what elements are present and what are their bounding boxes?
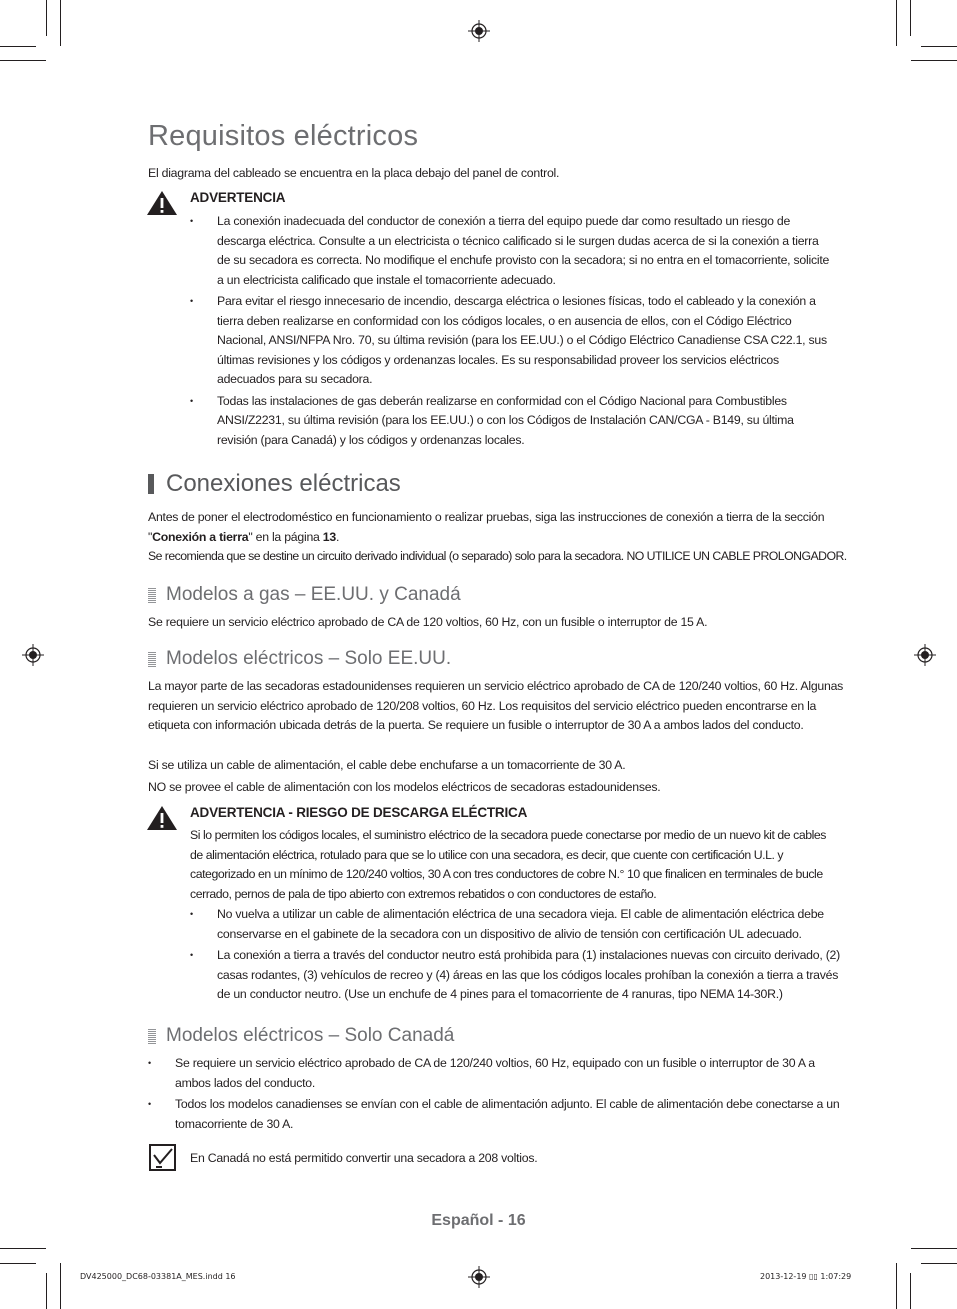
note-pencil-icon [148, 1143, 178, 1173]
subsection-heading-text: Modelos eléctricos – Solo EE.UU. [166, 648, 452, 669]
list-item: • Para evitar el riesgo innecesario de incendio, descarga eléctrica o lesiones físicas, todo el cableado y la conexión a tierra deben realizarse en conformidad con los códigos locales, o en ausencia de ellos, con el Código Eléctrico Nacional, ANSI/NFPA Nro. 70, su última revisión (para los EE.UU.) o el Código Eléctrico Canadiense CSA C22.1, sus últimas revisiones y los códigos y ordenanzas locales. Es su responsabilidad proveer los servicios eléctricos adecuados para su secadora. [190, 292, 830, 390]
warning-triangle-icon [146, 190, 178, 216]
heading-bar [148, 588, 156, 603]
text-span: Antes de poner el electrodoméstico en funcionamiento o realizar pruebas, siga las instrucciones de conexión a tierra de la sección " [148, 510, 825, 544]
us-paragraph: NO se provee el cable de alimentación con los modelos eléctricos de secadoras estadounidenses. [148, 780, 661, 794]
crop-mark [896, 1263, 897, 1309]
section-heading-text: Conexiones eléctricas [166, 470, 401, 497]
heading-bar [148, 652, 156, 667]
warning-title: ADVERTENCIA - RIESGO DE DESCARGA ELÉCTRICA [190, 805, 528, 820]
page-number: Español - 16 [431, 1212, 526, 1229]
list-item: • Todas las instalaciones de gas deberán realizarse en conformidad con el Código Nacional para Combustibles ANSI/Z2231, su última revisión (para los EE.UU.) o con los Códigos de Instalación CAN/CGA - B149, su última revisión (para Canadá) y los códigos y ordenanzas locales. [190, 392, 830, 451]
heading-bar [148, 474, 154, 494]
subsection-heading [148, 1025, 454, 1047]
crop-mark [896, 0, 897, 46]
crop-mark [0, 60, 46, 61]
text-span: . [335, 529, 340, 544]
warning-text: Si lo permiten los códigos locales, el suministro eléctrico de la secadora puede conectarse por medio de un nuevo kit de cables de alimentación eléctrica, rotulado para que se lo utilice con una secadora, es decir, que cuente con certificación U.L. y categorizado en un mínimo de 120/240 voltios, 30 A con tres conductores de cobre N.° 10 que finalicen en terminales de bucle cerrado, pernos de pala de tipo abierto con extremos rebatidos o con conductores de estaño. [190, 828, 826, 901]
page-title: Requisitos eléctricos [148, 120, 419, 152]
crop-mark [910, 0, 911, 36]
subsection-heading-text: Modelos eléctricos – Solo Canadá [166, 1025, 455, 1046]
list-item: • La conexión a tierra a través del conductor neutro está prohibida para (1) instalaciones nuevas con circuito derivado, (2) casas rodantes, (3) vehículos de recreo y (4) áreas en las que los códigos locales prohíban la conexión a tierra a través de un conductor neutro. (Use un enchufe de 4 pines para el tomacorriente de 4 ranuras, tipo NEMA 14-30R.) [190, 946, 840, 1005]
registration-crosshair-icon [468, 20, 490, 42]
crop-mark [910, 1273, 911, 1309]
us-paragraph: La mayor parte de las secadoras estadounidenses requieren un servicio eléctrico aprobado de CA de 120/240 voltios, 60 Hz. Algunas requieren un servicio eléctrico aprobado de 120/208 voltios, 60 Hz. Los requisitos del servicio eléctrico pueden encontrarse en la etiqueta con información ubicada detrás de la puerta. Se requiere un fusible o interruptor de 30 A a ambos lados del conducto. [148, 679, 844, 732]
crop-mark [0, 1248, 46, 1249]
registration-crosshair-icon [914, 644, 936, 666]
subsection-heading-text: Modelos a gas – EE.UU. y Canadá [166, 584, 461, 605]
crop-mark [921, 1263, 957, 1264]
list-item: • Todos los modelos canadienses se envían con el cable de alimentación adjunto. El cable de alimentación debe conectarse a un tomacorriente de 30 A. [148, 1095, 848, 1134]
crop-mark [911, 1248, 957, 1249]
subsection-heading [148, 584, 461, 606]
bold-link-text: Conexión a tierra [152, 529, 249, 544]
warning-list [190, 212, 830, 452]
crop-mark [60, 1263, 61, 1309]
crop-mark [46, 0, 47, 36]
list-item: • No vuelva a utilizar un cable de alimentación eléctrica de una secadora vieja. El cable de alimentación eléctrica debe conservarse en el gabinete de la secadora con un dispositivo de alivio de tensión con certificación UL adecuado. [190, 905, 840, 944]
us-paragraph: Si se utiliza un cable de alimentación, el cable debe enchufarse a un tomacorriente de 30 A. [148, 758, 626, 772]
crop-mark [0, 46, 36, 47]
section-paragraph [148, 508, 848, 547]
heading-bar [148, 1029, 156, 1044]
file-name: DV425000_DC68-03381A_MES.indd 16 [80, 1272, 236, 1281]
warning-list [190, 905, 840, 1007]
note-text: En Canadá no está permitido convertir una secadora a 208 voltios. [190, 1151, 538, 1165]
crop-mark [46, 1273, 47, 1309]
crop-mark [60, 0, 61, 46]
list-item: • La conexión inadecuada del conductor de conexión a tierra del equipo puede dar como resultado un riesgo de descarga eléctrica. Consulte a un electricista o técnico calificado si le surgen dudas acerca de si la conexión a tierra de su secadora es correcta. No modifique el enchufe provisto con la secadora; si no entra en el tomacorriente, solicite a un electricista calificado que instale el tomacorriente adecuado. [190, 212, 830, 290]
registration-crosshair-icon [468, 1266, 490, 1288]
print-date: 2013-12-19 ▯▯ 1:07:29 [760, 1272, 852, 1281]
warning-title: ADVERTENCIA [190, 190, 286, 205]
subsection-heading [148, 648, 451, 670]
crop-mark [911, 60, 957, 61]
registration-crosshair-icon [22, 644, 44, 666]
text-span: " en la página [248, 529, 323, 544]
list-item: • Se requiere un servicio eléctrico aprobado de CA de 120/240 voltios, 60 Hz, equipado con un fusible o interruptor de 30 A a ambos lados del conducto. [148, 1054, 848, 1093]
gas-text: Se requiere un servicio eléctrico aprobado de CA de 120 voltios, 60 Hz, con un fusible o interruptor de 15 A. [148, 615, 708, 629]
section-paragraph: Se recomienda que se destine un circuito derivado individual (o separado) solo para la secadora. NO UTILICE UN CABLE PROLONGADOR. [148, 549, 847, 563]
intro-text: El diagrama del cableado se encuentra en la placa debajo del panel de control. [148, 166, 560, 180]
canada-list [148, 1054, 848, 1136]
section-heading [148, 470, 401, 498]
warning-triangle-icon [146, 805, 178, 831]
page-ref: 13 [322, 529, 336, 544]
crop-mark [0, 1263, 36, 1264]
crop-mark [921, 46, 957, 47]
